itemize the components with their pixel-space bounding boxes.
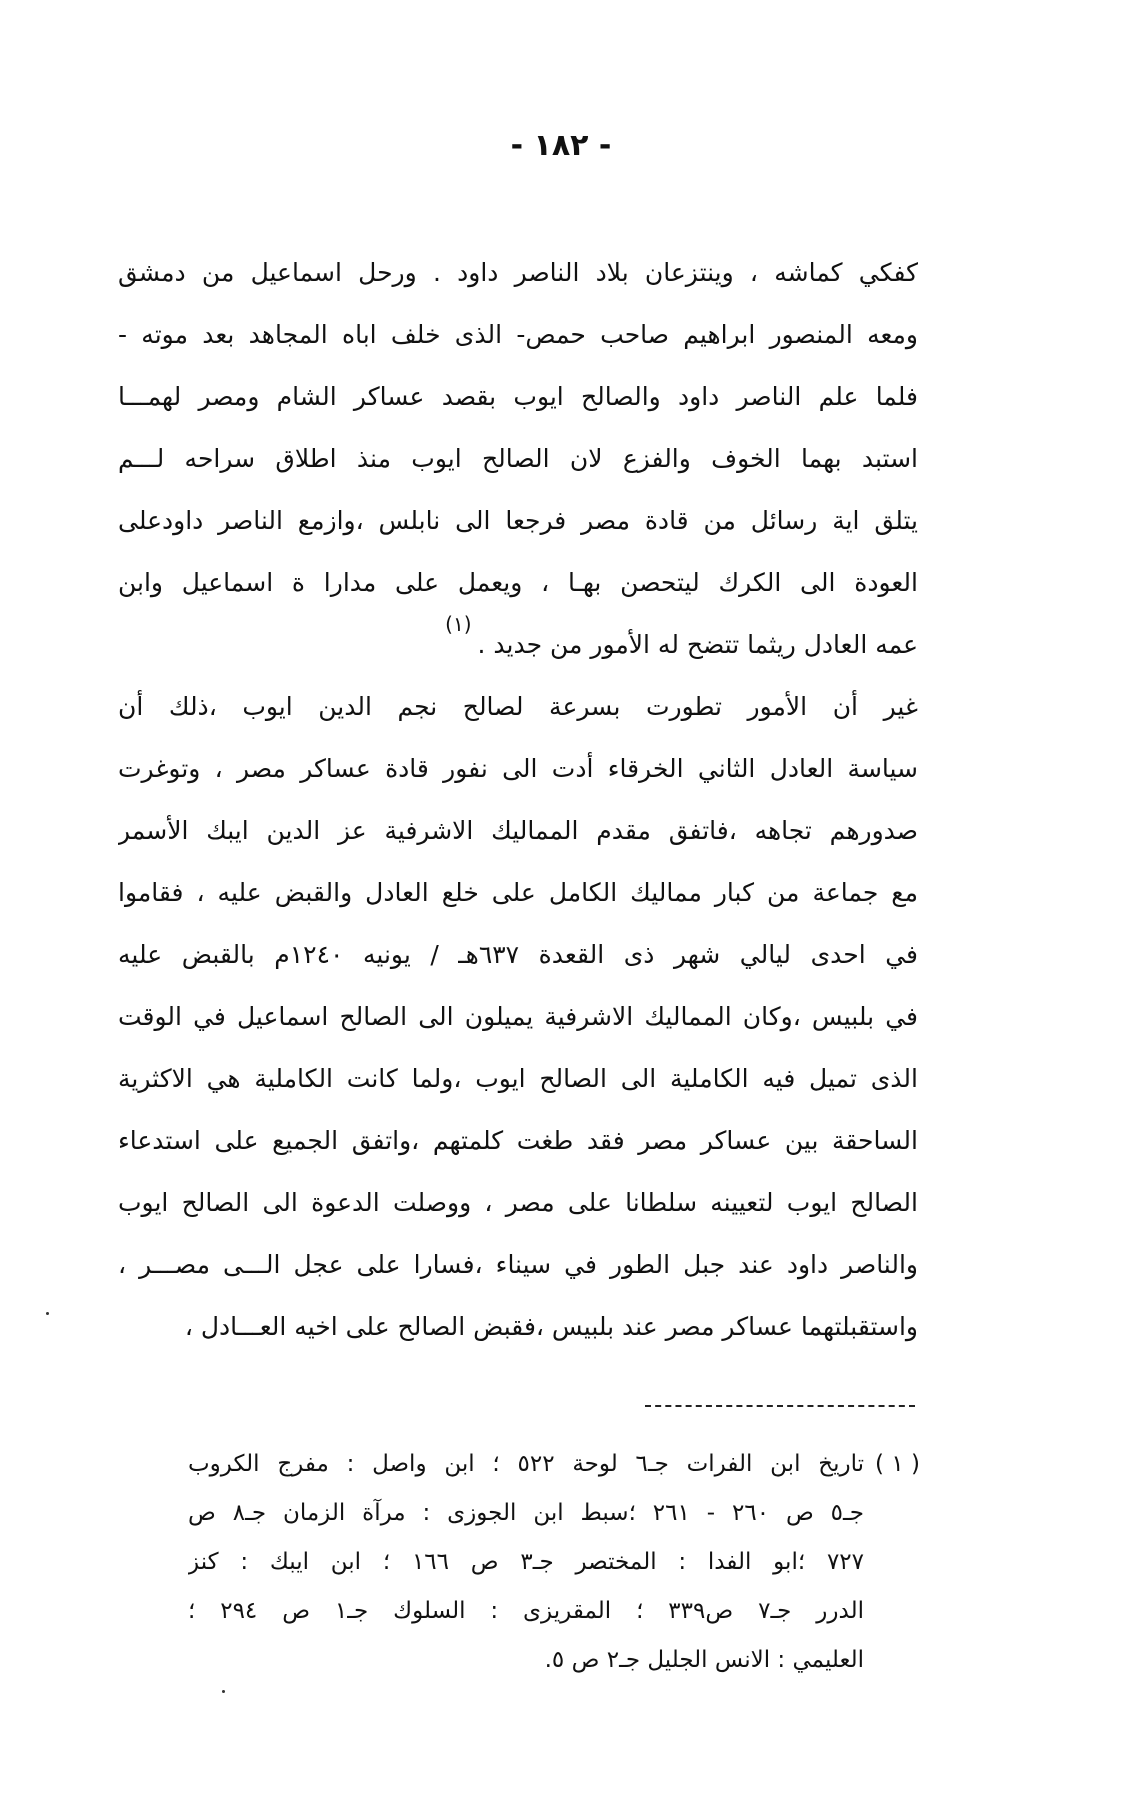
footnote-line: تاريخ ابن الفرات جـ٦ لوحة ٥٢٢ ؛ ابن واصل : مفرج الكروب [188,1451,864,1477]
text-line [118,614,918,676]
footnote-text [188,1440,864,1685]
text-line: فلما علم الناصر داود والصالح ايوب بقصد عساكر الشام ومصر لهمـــا [118,382,918,411]
body-text [118,242,918,1358]
text-line: غير أن الأمور تطورت بسرعة لصالح نجم الدين ايوب ،ذلك أن [118,692,918,721]
text-line: سياسة العادل الثاني الخرقاء أدت الى نفور قادة عساكر مصر ، وتوغرت [118,754,918,783]
text-line: واستقبلتهما عساكر مصر عند بلبيس ،فقبض الصالح على اخيه العـــادل ، [184,1312,918,1341]
text-line: كفكي كماشه ، وينتزعان بلاد الناصر داود . ورحل اسماعيل من دمشق [118,258,918,287]
text-line: مع جماعة من كبار مماليك الكامل على خلع العادل والقبض عليه ، فقاموا [118,878,918,907]
text-line: في احدى ليالي شهر ذى القعدة ٦٣٧هـ / يونيه ١٢٤٠م بالقبض عليه [118,940,918,969]
footnotes-section [150,1440,920,1685]
footnote-line: ٧٢٧ ؛ابو الفدا : المختصر جـ٣ ص ١٦٦ ؛ ابن ايبك : كنز [188,1549,864,1575]
text-line: الذى تميل فيه الكاملية الى الصالح ايوب ،ولما كانت الكاملية هي الاكثرية [118,1064,918,1093]
text-line-content: عمه العادل ريثما تتضح له الأمور من جديد . [477,630,918,659]
text-line: والناصر داود عند جبل الطور في سيناء ،فسارا على عجل الـــى مصـــر ، [118,1250,918,1279]
paragraph-1 [118,242,918,676]
paragraph-2 [118,676,918,1358]
footnote-marker: (١) [445,614,472,636]
text-line: ومعه المنصور ابراهيم صاحب حمص- الذى خلف اباه المجاهد بعد موته - [118,320,918,349]
scan-speck [46,1312,49,1315]
footnote-line: جـ٥ ص ٢٦٠ - ٢٦١ ؛سبط ابن الجوزى : مرآة الزمان جـ٨ ص [188,1500,864,1526]
text-line: الساحقة بين عساكر مصر فقد طغت كلمتهم ،واتفق الجميع على استدعاء [118,1126,918,1155]
scan-speck [222,1690,225,1693]
footnote-separator [645,1405,915,1407]
footnote-line: العليمي : الانس الجليل جـ٢ ص ٥. [544,1647,864,1673]
footnote-1 [150,1440,920,1685]
text-line: استبد بهما الخوف والفزع لان الصالح ايوب منذ اطلاق سراحه لـــم [118,444,918,473]
text-line: العودة الى الكرك ليتحصن بهـا ، ويعمل على مدارا ة اسماعيل وابن [118,568,918,597]
text-line: يتلق اية رسائل من قادة مصر فرجعا الى نابلس ،وازمع الناصر داودعلى [118,506,918,535]
footnote-number: ( ١ ) [875,1451,920,1477]
text-line: في بلبيس ،وكان المماليك الاشرفية يميلون الى الصالح اسماعيل في الوقت [118,1002,918,1031]
text-line: صدورهم تجاهه ،فاتفق مقدم المماليك الاشرفية عز الدين ايبك الأسمر [118,816,918,845]
footnote-line: الدرر جـ٧ ص٣٣٩ ؛ المقريزى : السلوك جـ١ ص ٢٩٤ ؛ [188,1598,864,1624]
text-line: الصالح ايوب لتعيينه سلطانا على مصر ، ووصلت الدعوة الى الصالح ايوب [118,1188,918,1217]
page-number: - ١٨٢ - [510,128,612,163]
